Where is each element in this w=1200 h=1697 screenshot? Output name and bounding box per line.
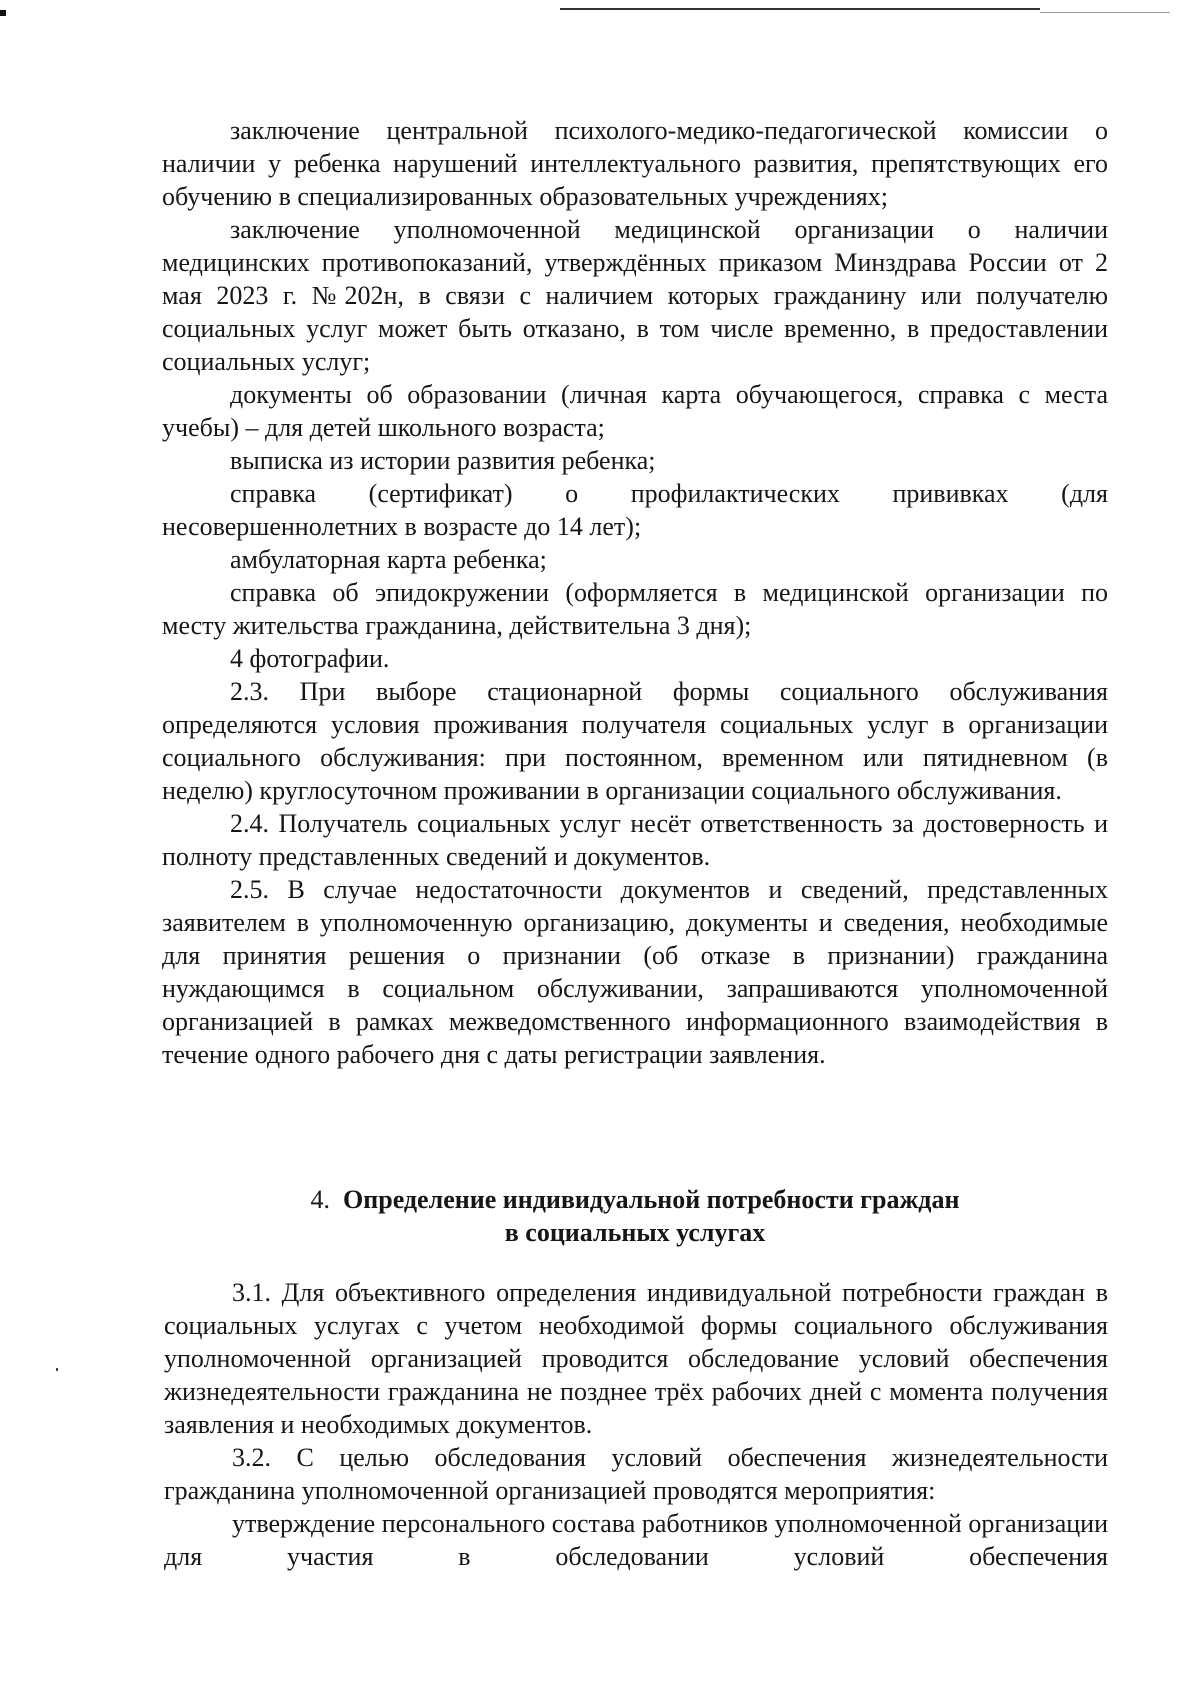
paragraph: 2.5. В случае недостаточности документов и сведений, представленных заявителем в уполномоченную организацию, документы и сведения, необходимые для принятия решения о признании (об отказе в признании) гражданина нуждающимся в социальном обслуживании, запрашиваются уполномоченной организацией в рамках межведомственного информационного взаимодействия в течение одного рабочего дня с даты регистрации заявления. — [162, 875, 1108, 1069]
scan-artifact-dot — [56, 1368, 58, 1371]
scan-artifact-line-faint — [1040, 12, 1170, 13]
paragraph: 3.2. С целью обследования условий обеспечения жизнедеятельности гражданина уполномоченной организацией проводятся мероприятия: — [164, 1443, 1108, 1505]
section-heading-line2: в социальных услугах — [504, 1218, 766, 1247]
paragraph: 2.4. Получатель социальных услуг несёт ответственность за достоверность и полноту представленных сведений и документов. — [162, 809, 1108, 871]
section-heading — [162, 1183, 1108, 1249]
document-body-top — [162, 114, 1108, 1071]
paragraph: справка об эпидокружении (оформляется в медицинской организации по месту жительства гражданина, действительна 3 дня); — [162, 578, 1108, 640]
paragraph: утверждение персонального состава работников уполномоченной организации для участия в обследовании условий обеспечения — [164, 1509, 1108, 1571]
document-body-section — [164, 1276, 1108, 1573]
paragraph: документы об образовании (личная карта обучающегося, справка с места учебы) – для детей школьного возраста; — [162, 380, 1108, 442]
paragraph: 4 фотографии. — [230, 644, 390, 673]
paragraph: заключение уполномоченной медицинской организации о наличии медицинских противопоказаний, утверждённых приказом Минздрава России от 2 мая 2023 г. №202н, в связи с наличием которых гражданину или получателю социальных услуг может быть отказано, в том числе временно, в предоставлении социальных услуг; — [162, 215, 1108, 376]
paragraph: справка (сертификат) о профилактических прививках (для несовершеннолетних в возрасте до 14 лет); — [162, 479, 1108, 541]
section-number: 4. — [310, 1185, 331, 1214]
scan-artifact-line — [560, 8, 1040, 10]
scan-artifact-corner — [0, 10, 6, 16]
section-title-part1: Определение индивидуальной потребности граждан — [343, 1185, 960, 1214]
paragraph: заключение центральной психолого-медико-педагогической комиссии о наличии у ребенка нарушений интеллектуального развития, препятствующих его обучению в специализированных образовательных учреждениях; — [162, 116, 1108, 211]
paragraph: выписка из истории развития ребенка; — [230, 446, 656, 475]
paragraph: амбулаторная карта ребенка; — [230, 545, 547, 574]
paragraph: 3.1. Для объективного определения индивидуальной потребности граждан в социальных услугах с учетом необходимой формы социального обслуживания уполномоченной организацией проводится обследование условий обеспечения жизнедеятельности гражданина не позднее трёх рабочих дней с момента получения заявления и необходимых документов. — [164, 1278, 1108, 1439]
section-heading-line1 — [162, 1183, 1108, 1216]
paragraph: 2.3. При выборе стационарной формы социального обслуживания определяются условия проживания получателя социальных услуг в организации социального обслуживания: при постоянном, временном или пятидневном (в неделю) круглосуточном проживании в организации социального обслуживания. — [162, 677, 1108, 805]
